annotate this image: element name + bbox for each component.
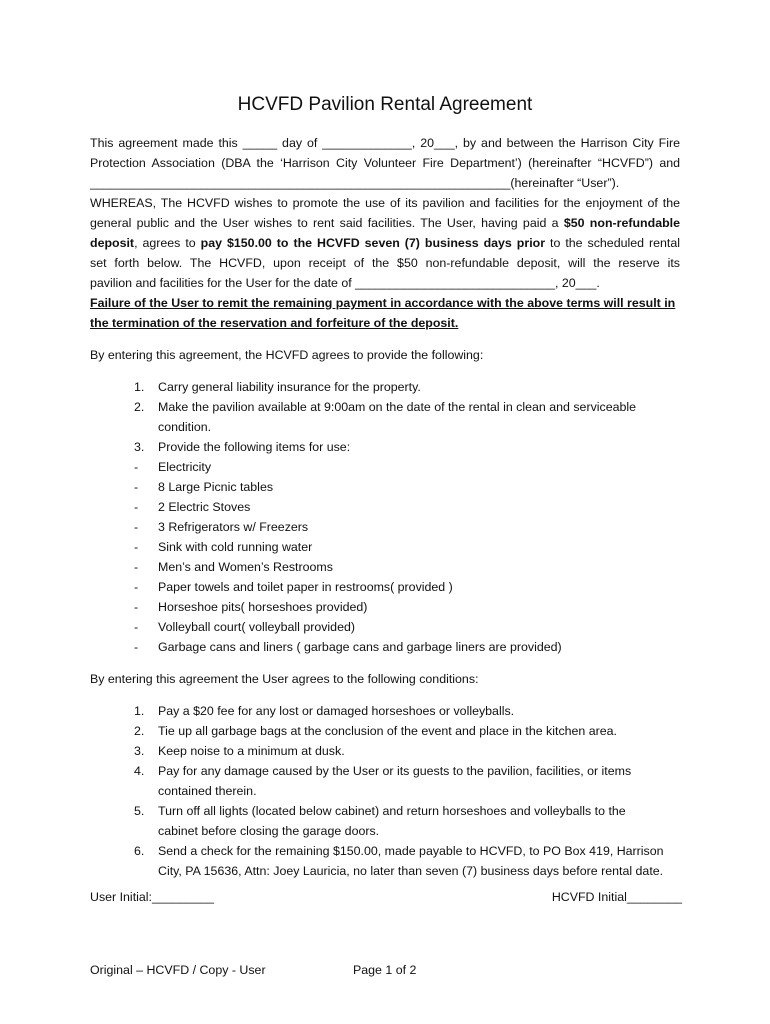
intro-line-1: This agreement made this _____ day of _____________, 20___, by and between the Harrison City Fire	[90, 136, 680, 150]
dash-marker: -	[134, 540, 139, 554]
provided-item	[90, 557, 680, 577]
provided-item	[90, 617, 680, 637]
user-item-4-cont: contained therein.	[158, 784, 257, 798]
intro-line-2: Protection Association (DBA the ‘Harrison City Volunteer Fire Department’) (hereinafter “HCVFD”) and	[90, 156, 680, 170]
provided-item-text: 3 Refrigerators w/ Freezers	[158, 520, 309, 534]
dash-marker: -	[134, 460, 139, 474]
item-number: 4.	[134, 764, 145, 778]
item-text: Turn off all lights (located below cabinet) and return horseshoes and volleyballs to the	[158, 804, 626, 818]
document-title: HCVFD Pavilion Rental Agreement	[237, 94, 533, 115]
provided-item	[90, 497, 680, 517]
item-text: Carry general liability insurance for the property.	[158, 380, 421, 394]
page-number: Page 1 of 2	[353, 963, 417, 977]
user-item-5-cont: cabinet before closing the garage doors.	[158, 824, 380, 838]
hcvfd-item-1	[90, 377, 680, 397]
intro-line-4: WHEREAS, The HCVFD wishes to promote the use of its pavilion and facilities for the enjoyment of the	[90, 196, 680, 210]
provided-item	[90, 477, 680, 497]
dash-marker: -	[134, 640, 139, 654]
provided-item-text: Horseshoe pits( horseshoes provided)	[158, 600, 368, 614]
intro-line-6-tail: to the scheduled rental	[550, 236, 680, 250]
provided-item-text: Garbage cans and liners ( garbage cans and garbage liners are provided)	[158, 640, 562, 654]
user-item-3	[90, 741, 680, 761]
item-text: Pay for any damage caused by the User or its guests to the pavilion, facilities, or items	[158, 764, 632, 778]
item-number: 3.	[134, 744, 145, 758]
document-body	[90, 133, 680, 907]
provided-item	[90, 637, 680, 657]
deposit-amount: $50 non-refundable	[563, 216, 680, 230]
provided-item	[90, 457, 680, 477]
hcvfd-item-3	[90, 437, 680, 457]
page-footer	[90, 960, 690, 980]
item-number: 1.	[134, 380, 145, 394]
dash-marker: -	[134, 600, 139, 614]
deposit-word: deposit	[90, 236, 135, 250]
dash-marker: -	[134, 620, 139, 634]
intro-line-3: _____________________________________________________________(hereinafter “User”).	[90, 176, 620, 190]
provided-item	[90, 597, 680, 617]
item-number: 2.	[134, 400, 145, 414]
item-number: 5.	[134, 804, 145, 818]
dash-marker: -	[134, 520, 139, 534]
warning-line-1: Failure of the User to remit the remaining payment in accordance with the above terms will result in	[90, 296, 676, 310]
item-text: Make the pavilion available at 9:00am on the date of the rental in clean and serviceable	[158, 400, 637, 414]
user-section-heading: By entering this agreement the User agrees to the following conditions:	[90, 672, 479, 686]
intro-line-6	[90, 233, 680, 253]
item-text: Send a check for the remaining $150.00, made payable to HCVFD, to PO Box 419, Harrison	[158, 844, 664, 858]
dash-marker: -	[134, 500, 139, 514]
item-text: Tie up all garbage bags at the conclusion of the event and place in the kitchen area.	[158, 724, 617, 738]
provided-item	[90, 537, 680, 557]
item-text: Pay a $20 fee for any lost or damaged horseshoes or volleyballs.	[158, 704, 515, 718]
user-item-6-cont: City, PA 15636, Attn: Joey Lauricia, no later than seven (7) business days before rental date.	[158, 864, 664, 878]
item-number: 6.	[134, 844, 145, 858]
intro-line-5	[90, 213, 680, 233]
hcvfd-section-heading: By entering this agreement, the HCVFD agrees to provide the following:	[90, 348, 484, 362]
item-number: 1.	[134, 704, 145, 718]
hcvfd-item-2	[90, 397, 680, 417]
provided-item-text: 8 Large Picnic tables	[158, 480, 274, 494]
warning-line-2: the termination of the reservation and forfeiture of the deposit.	[90, 316, 459, 330]
payment-terms: pay $150.00 to the HCVFD seven (7) business days prior	[200, 236, 546, 250]
provided-item	[90, 577, 680, 597]
item-text: Keep noise to a minimum at dusk.	[158, 744, 345, 758]
provided-item-text: 2 Electric Stoves	[158, 500, 251, 514]
user-item-1	[90, 701, 680, 721]
intro-line-7: set forth below. The HCVFD, upon receipt of the $50 non-refundable deposit, will the reserve its	[90, 256, 680, 270]
provided-item	[90, 517, 680, 537]
item-number: 3.	[134, 440, 145, 454]
dash-marker: -	[134, 580, 139, 594]
copy-note: Original – HCVFD / Copy - User	[90, 963, 266, 977]
intro-line-8: pavilion and facilities for the User for the date of _____________________________, 20___.	[90, 276, 600, 290]
user-item-5	[90, 801, 680, 821]
user-item-4	[90, 761, 680, 781]
provided-item-text: Electricity	[158, 460, 212, 474]
hcvfd-initial-field: HCVFD Initial________	[551, 890, 682, 904]
provided-item-text: Men’s and Women’s Restrooms	[158, 560, 333, 574]
provided-item-text: Sink with cold running water	[158, 540, 313, 554]
initials-row	[90, 887, 680, 907]
user-initial-field: User Initial:_________	[90, 890, 214, 904]
user-item-2	[90, 721, 680, 741]
item-number: 2.	[134, 724, 145, 738]
dash-marker: -	[134, 560, 139, 574]
provided-item-text: Volleyball court( volleyball provided)	[158, 620, 355, 634]
hcvfd-item-2-cont: condition.	[158, 420, 212, 434]
user-item-6	[90, 841, 680, 861]
intro-line-6-text: , agrees to	[134, 236, 201, 250]
provided-item-text: Paper towels and toilet paper in restrooms( provided )	[158, 580, 453, 594]
dash-marker: -	[134, 480, 139, 494]
intro-line-5-text: general public and the User wishes to rent said facilities. The User, having paid a	[90, 216, 564, 230]
item-text: Provide the following items for use:	[158, 440, 351, 454]
